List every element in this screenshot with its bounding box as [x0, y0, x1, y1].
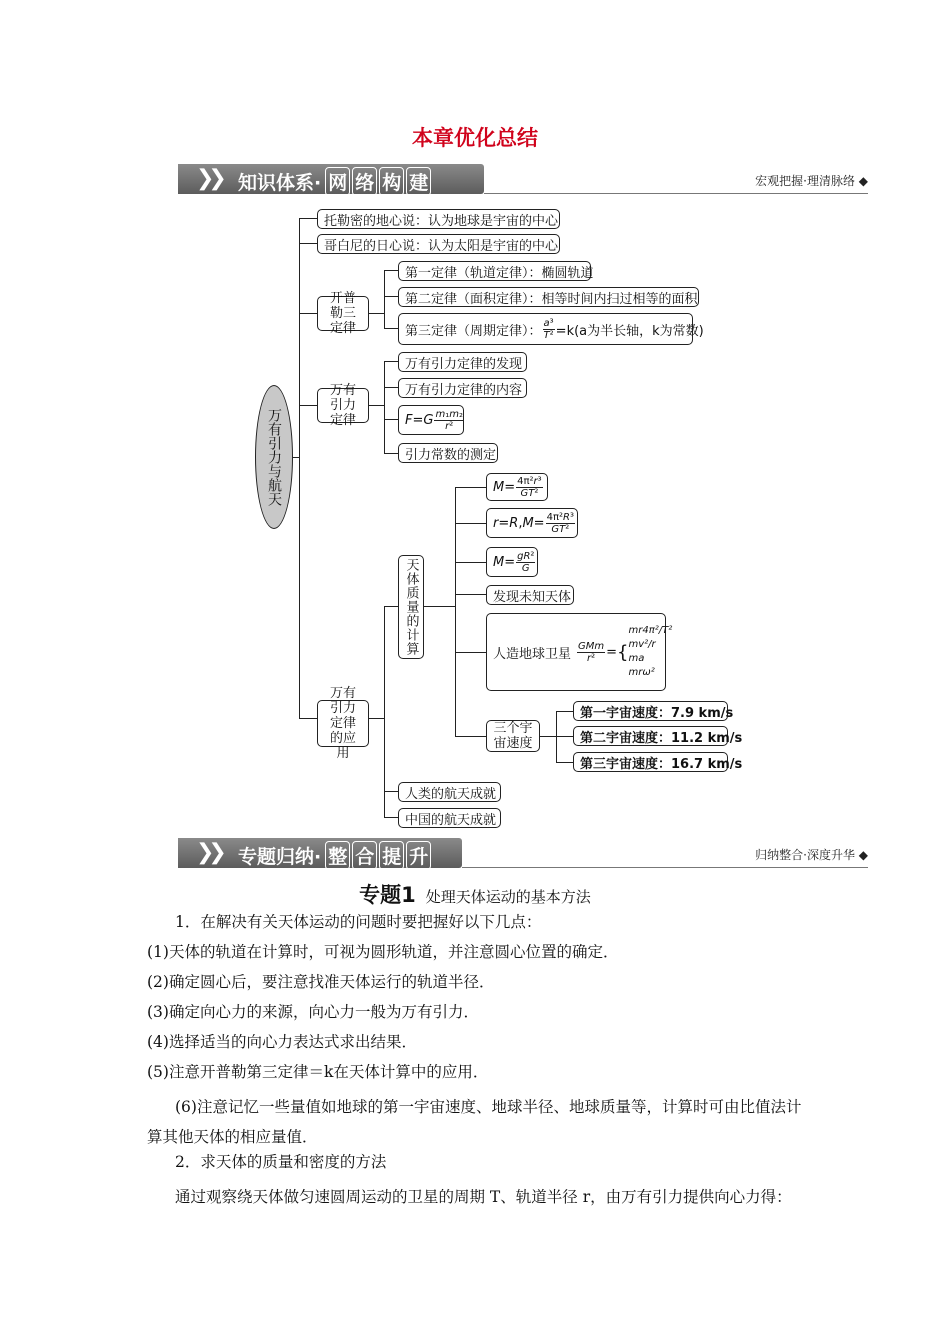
formula-fraction: $\frac{\text{m₁m₂}}{\text{r²}}$: [435, 408, 463, 432]
section-banner-topics: [178, 838, 868, 868]
node-v2: 第二宇宙速度：11.2 km/s: [573, 726, 728, 746]
body-line: (2)确定圆心后，要注意找准天体运行的轨道半径．: [147, 973, 495, 991]
node-mass-formula-3: M = $\frac{\text{gR²}}{G}$: [486, 547, 538, 577]
topic-label: 专题1: [359, 883, 416, 907]
body-line: 2．求天体的质量和密度的方法: [175, 1153, 387, 1171]
banner-left-label: 专题归纳: [238, 846, 315, 868]
satellite-options: [629, 624, 673, 680]
node-cosmic-velocities: 三个宇宙速度: [486, 720, 540, 752]
body-line: (6)注意记忆一些量值如地球的第一宇宙速度、地球半径、地球质量等，计算时可由比值法计算其他天体的相应量值．: [147, 1098, 802, 1146]
node-law-constant: 引力常数的测定: [398, 443, 498, 463]
node-law-formula: F = G $\frac{\text{m₁m₂}}{\text{r²}}$: [398, 405, 464, 435]
satellite-option: mr4π²/T²: [628, 625, 673, 636]
node-unknown-body: 发现未知天体: [486, 585, 574, 605]
node-mass-formula-2: r = R , M = $\frac{\text{4π²R³}}{\text{GT²}}$: [486, 508, 578, 538]
node-china-space: 中国的航天成就: [398, 808, 501, 828]
node-satellite: 人造地球卫星 $\frac{\text{GMm}}{\text{r²}}$ = { mr4π²/T² mv²/r ma mrω²: [486, 613, 666, 691]
banner-dot: ·: [314, 172, 322, 194]
body-line: (1)天体的轨道在计算时，可视为圆形轨道，并注意圆心位置的确定．: [147, 943, 619, 961]
page-title: 本章优化总结: [412, 125, 538, 150]
node-mass-calc: 天体质量的计算: [398, 555, 424, 659]
banner-char: 网: [325, 167, 350, 196]
node-application: 万有引力定律的应用: [317, 700, 369, 747]
banner-right-label: 宏观把握·理清脉络 ◆: [755, 174, 868, 188]
topic-heading: [0, 879, 950, 909]
node-mass-formula-1: M = $\frac{\text{4π²r³}}{\text{GT²}}$: [486, 473, 548, 501]
node-kepler-third: [398, 313, 704, 345]
banner-char: 提: [379, 841, 404, 870]
section-banner-knowledge: [178, 164, 868, 194]
banner-char: 整: [325, 841, 350, 870]
body-line: 1．在解决有关天体运动的问题时要把握好以下几点：: [175, 913, 542, 931]
node-copernicus: 哥白尼的日心说：认为太阳是宇宙的中心: [317, 234, 560, 254]
banner-char: 建: [406, 167, 431, 196]
node-human-space: 人类的航天成就: [398, 782, 501, 802]
banner-char: 络: [352, 167, 377, 196]
root-node: 万有引力与航天: [255, 385, 293, 529]
banner-right-label: 归纳整合·深度升华 ◆: [755, 848, 868, 862]
node-law-discovery: 万有引力定律的发现: [398, 352, 527, 372]
body-line: (3)确定向心力的来源，向心力一般为万有引力．: [147, 1003, 479, 1021]
banner-char: 合: [352, 841, 377, 870]
satellite-option: mrω²: [628, 667, 655, 678]
satellite-option: mv²/r: [628, 639, 656, 650]
chevron-icon: ❯❯: [196, 840, 221, 865]
node-kepler-first: 第一定律（轨道定律）：椭圆轨道: [398, 261, 591, 281]
banner-char: 升: [406, 841, 431, 870]
kepler-third-tail: =k(a为半长轴，k为常数): [555, 323, 704, 339]
node-kepler-second: 第二定律（面积定律）：相等时间内扫过相等的面积: [398, 287, 699, 307]
banner-dot: ·: [314, 846, 322, 868]
body-line: (5)注意开普勒第三定律＝k在天体计算中的应用．: [147, 1063, 489, 1081]
kepler-third-fraction: $\frac{\text{a³}}{\text{T²}}$: [543, 317, 554, 341]
body-line: 通过观察绕天体做匀速圆周运动的卫星的周期 T、轨道半径 r，由万有引力提供向心力得：: [175, 1188, 792, 1206]
kepler-third-label: 第三定律（周期定律）：: [405, 323, 542, 339]
banner-char: 构: [379, 167, 404, 196]
node-v1: 第一宇宙速度：7.9 km/s: [573, 701, 728, 721]
node-ptolemy: 托勒密的地心说：认为地球是宇宙的中心: [317, 209, 560, 229]
banner-left-label: 知识体系: [238, 172, 315, 194]
body-line: (4)选择适当的向心力表达式求出结果．: [147, 1033, 417, 1051]
satellite-fraction: $\frac{\text{GMm}}{\text{r²}}$: [578, 640, 605, 664]
node-gravitation-law: 万有引力定律: [317, 388, 369, 423]
node-kepler: 开普勒三定律: [317, 296, 369, 331]
satellite-option: ma: [628, 653, 645, 664]
chevron-icon: ❯❯: [196, 166, 221, 191]
topic-name: 处理天体运动的基本方法: [425, 888, 591, 906]
node-law-content: 万有引力定律的内容: [398, 378, 527, 398]
satellite-label: 人造地球卫星: [493, 646, 572, 662]
node-v3: 第三宇宙速度：16.7 km/s: [573, 752, 728, 772]
